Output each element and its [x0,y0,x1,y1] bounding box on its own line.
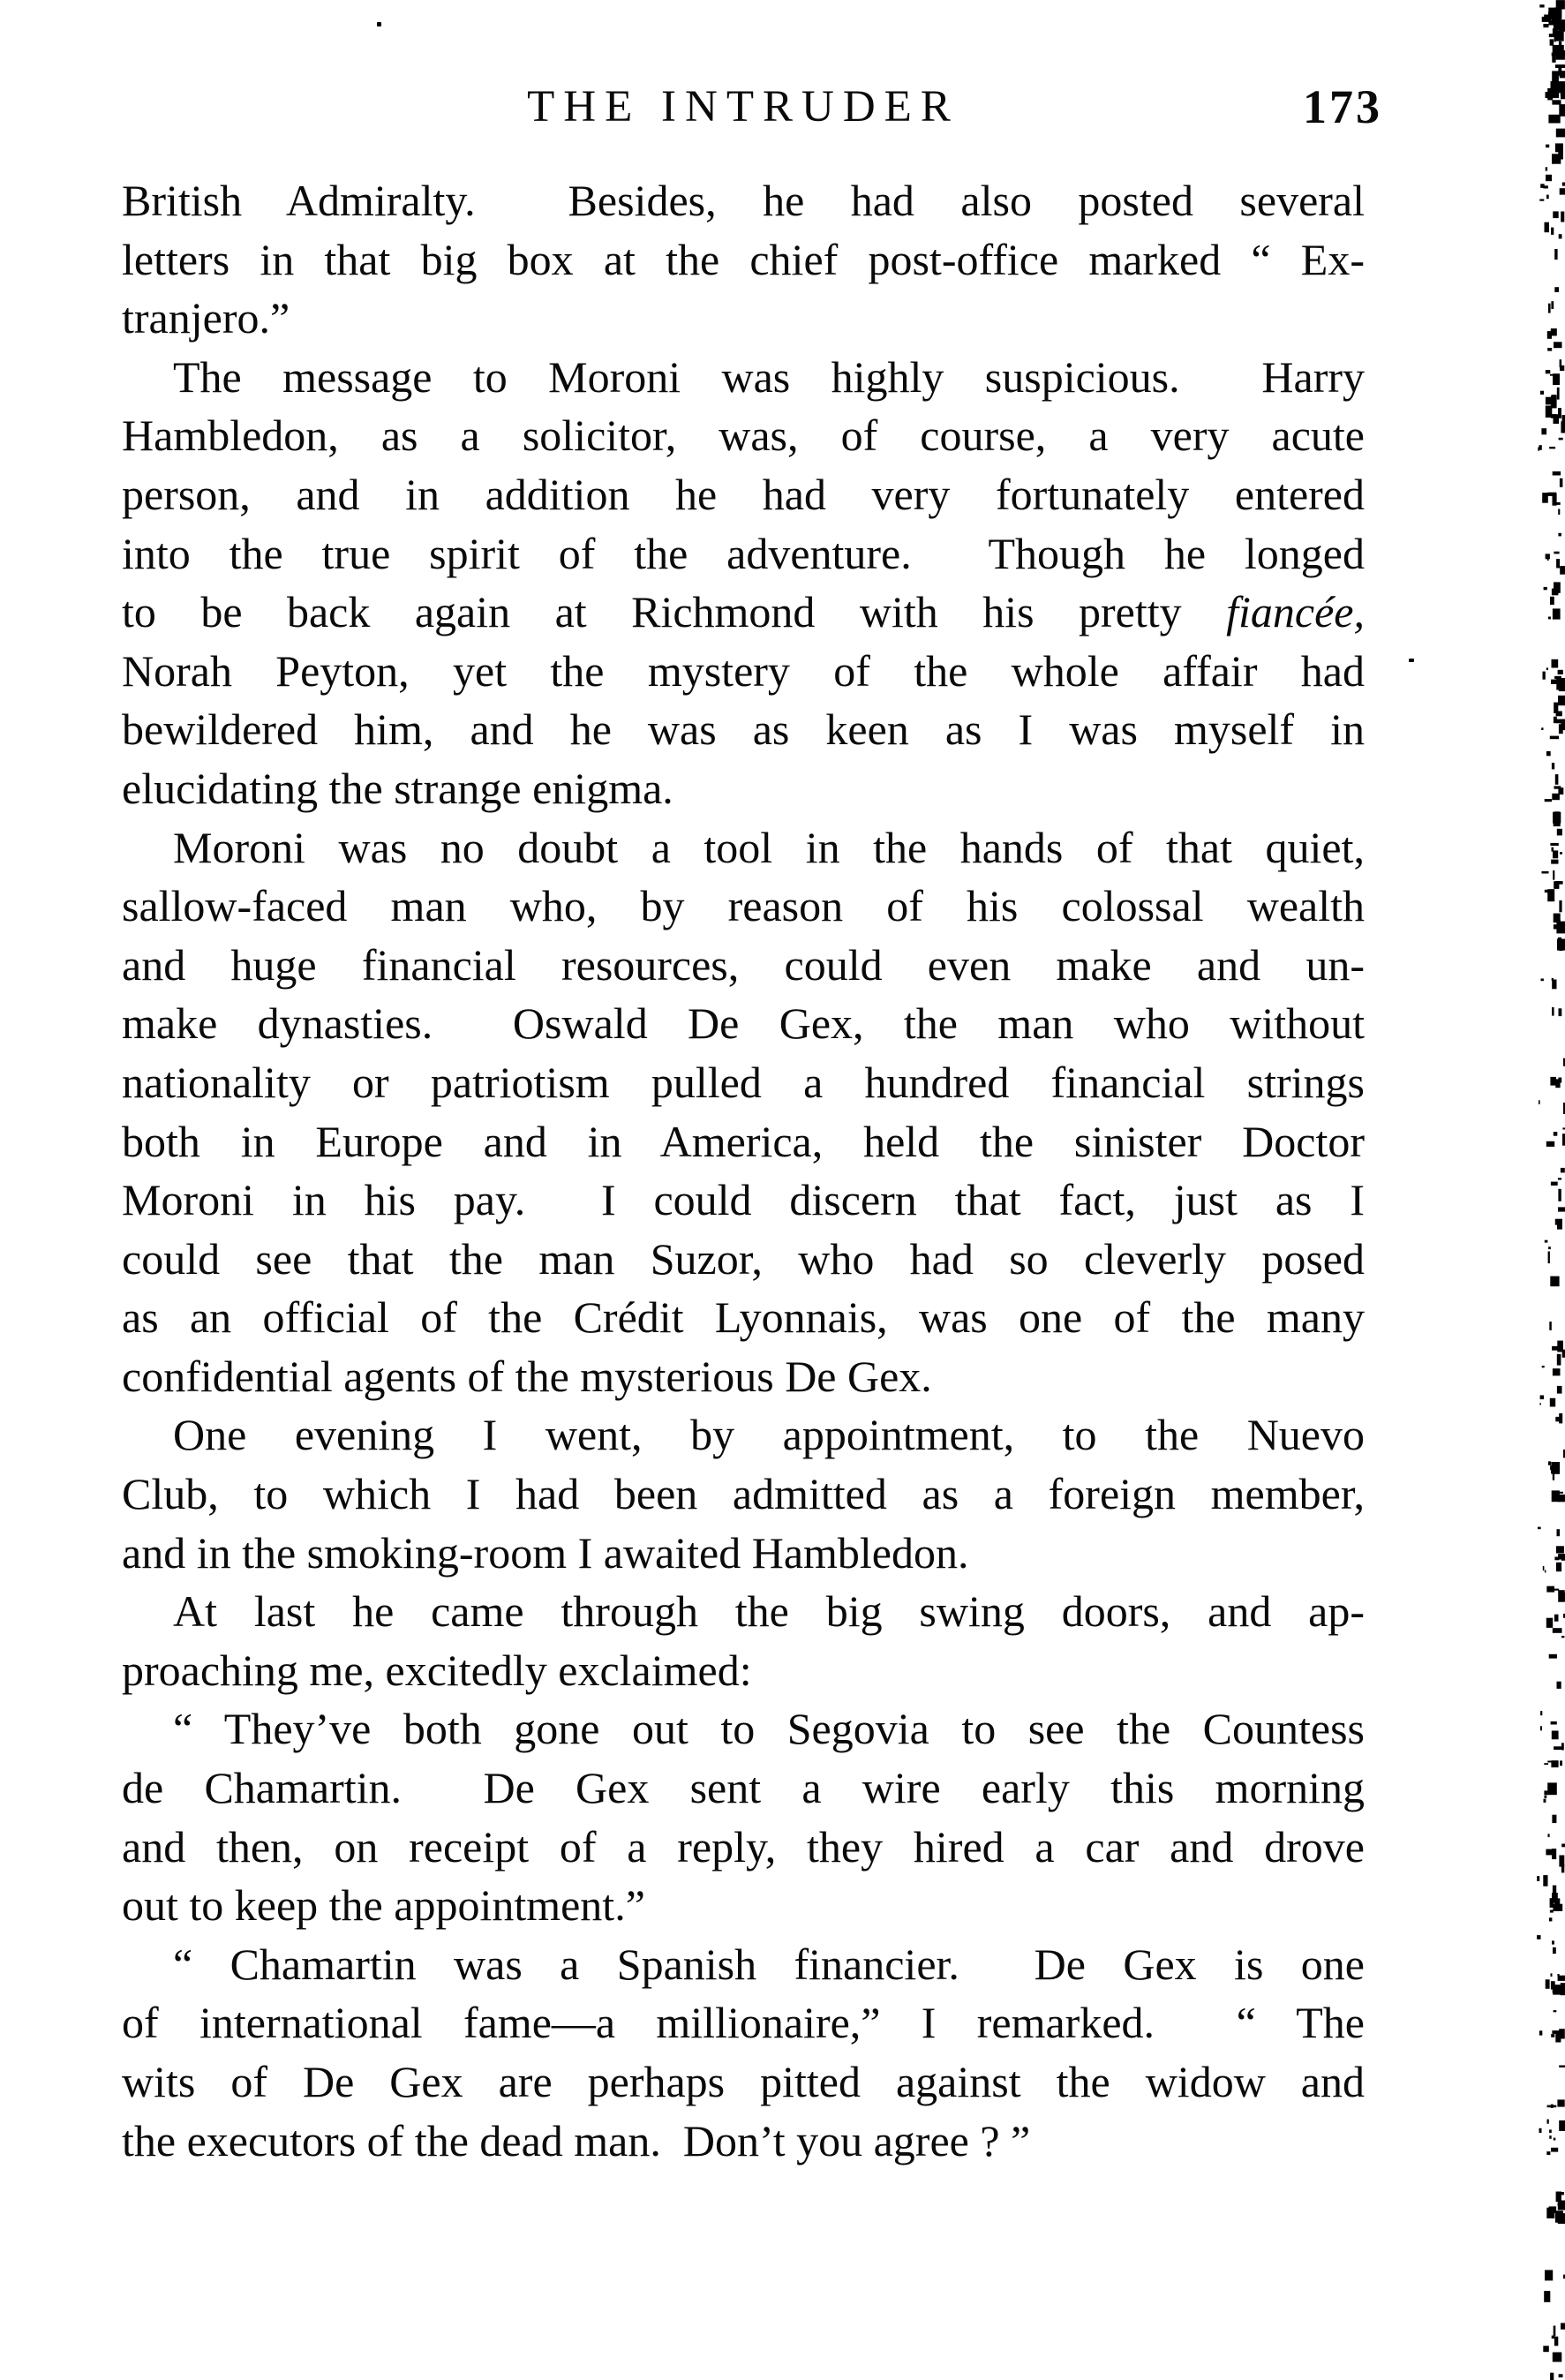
text-line: out to keep the appointment.” [122,1880,645,1931]
scan-dot-artifact [1409,659,1414,662]
text-line: sallow-faced man who, by reason of his colossal wealth [122,881,1365,931]
text-line: as an official of the Crédit Lyonnais, was one of the many [122,1292,1365,1343]
text-line: The message to Moroni was highly suspicious. Harry [173,351,1365,402]
text-line: One evening I went, by appointment, to the Nuevo [173,1410,1365,1460]
text-line: and in the smoking-room I awaited Hambledon. [122,1527,969,1578]
text-line: and then, on receipt of a reply, they hired a car and drove [122,1821,1365,1872]
text-line: into the true spirit of the adventure. Though he longed [122,528,1365,578]
text-line: make dynasties. Oswald De Gex, the man who without [122,998,1365,1049]
body-text [122,171,1365,2170]
text-line: nationality or patriotism pulled a hundred financial strings [122,1057,1365,1107]
text-line: “ They’ve both gone out to Segovia to see the Countess [173,1704,1365,1754]
running-header [122,80,1382,138]
page-title: THE INTRUDER [527,82,959,132]
text-line: British Admiralty. Besides, he had also posted several [122,176,1365,225]
text-line: confidential agents of the mysterious De Gex. [122,1351,932,1401]
text-line: proaching me, excitedly exclaimed: [122,1645,752,1695]
page-number: 173 [1303,80,1382,133]
text-line: Club, to which I had been admitted as a foreign member, [122,1469,1365,1519]
text-line: At last he came through the big swing doors, and ap- [173,1586,1365,1637]
text-line: the executors of the dead man. Don’t you agree ? ” [122,2115,1031,2165]
text-line: both in Europe and in America, held the sinister Doctor [122,1116,1365,1166]
text-line: “ Chamartin was a Spanish financier. De Gex is one [173,1939,1365,1989]
text-line: Norah Peyton, yet the mystery of the whole affair had [122,645,1365,696]
scan-dot-artifact [377,22,381,26]
text-line: wits of De Gex are perhaps pitted against the widow and [122,2057,1365,2106]
text-line: Hambledon, as a solicitor, was, of course, a very acute [122,410,1365,461]
text-line: elucidating the strange enigma. [122,763,673,813]
text-line: tranjero.” [122,293,290,343]
text-line: of international fame—a millionaire,” I remarked. “ The [122,1998,1365,2048]
text-line: could see that the man Suzor, who had so cleverly posed [122,1233,1365,1284]
text-line: bewildered him, and he was as keen as I was myself in [122,704,1365,755]
text-line: person, and in addition he had very fortunately entered [122,469,1365,519]
text-line: de Chamartin. De Gex sent a wire early this morning [122,1763,1365,1813]
text-line: letters in that big box at the chief post-office marked “ Ex- [122,234,1365,284]
text-line: and huge financial resources, could even make and un- [122,939,1365,990]
text-line: Moroni in his pay. I could discern that fact, just as I [122,1175,1365,1225]
text-line: to be back again at Richmond with his pretty fiancée, [122,587,1365,637]
text-line: Moroni was no doubt a tool in the hands of that quiet, [173,822,1365,872]
